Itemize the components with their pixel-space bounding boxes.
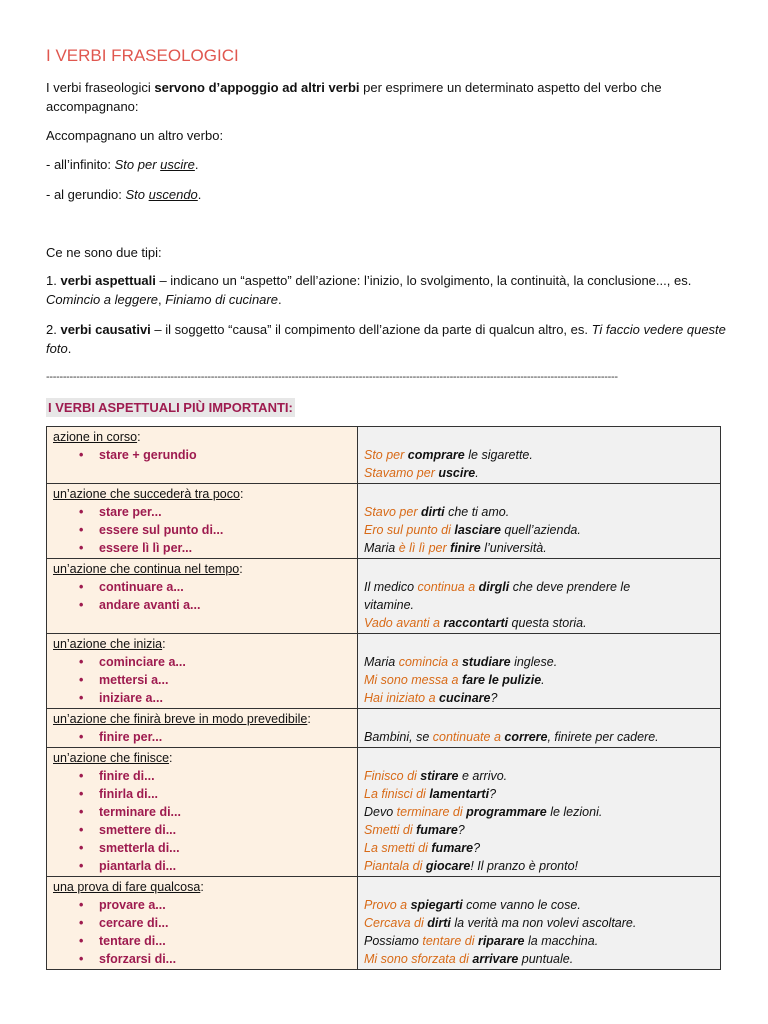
example-aspect-verb: Hai iniziato a [364,691,440,705]
example-text: ? [457,823,465,837]
tipo1-text: – indicano un “aspetto” dell’azione: l’inizio, lo svolgimento, la continuità, la conclusione..., es. [155,273,692,288]
verb-list-item: • sforzarsi di... [79,950,351,968]
intro-text-b: per esprimere un determinato aspetto del verbo che accompagnano: [46,80,662,114]
table-row [47,748,721,877]
example-main-verb: cucinare [439,691,491,705]
example-sentence [364,914,714,932]
example-main-verb: studiare [461,655,511,669]
infinito-example-verb: uscire [160,157,195,172]
example-text: vitamine. [364,598,415,612]
verb-list-item: • cominciare a... [79,653,351,671]
example-aspect-verb: Smetti di [364,823,417,837]
example-aspect-verb: Cercava di [364,916,428,930]
example-sentence [364,767,714,785]
examples-spacer [364,878,714,896]
category-heading [53,878,351,896]
category-cell [47,877,358,970]
verb-list-item: • terminare di... [79,803,351,821]
tipo2-paragraph [46,320,726,358]
example-sentence [364,596,714,614]
example-aspect-verb: Finisco di [364,769,421,783]
example-text: la macchina. [524,934,599,948]
example-text: Maria [364,655,399,669]
gerundio-label: - al gerundio: [46,187,126,202]
table-row [47,427,721,484]
examples-spacer [364,710,714,728]
example-sentence [364,821,714,839]
category-cell [47,709,358,748]
example-main-verb: riparare [477,934,525,948]
gerundio-example: Sto [125,187,149,202]
category-colon: : [239,487,244,501]
example-main-verb: comprare [407,448,465,462]
example-text: Devo [364,805,397,819]
example-main-verb: raccontarti [443,616,509,630]
example-text: Bambini, se [364,730,433,744]
gerundio-end: . [197,187,202,202]
verb-list-item: • provare a... [79,896,351,914]
verb-list [53,503,351,557]
examples-cell [358,748,721,877]
verb-list-item: • stare per... [79,503,351,521]
category-cell [47,634,358,709]
tipo1-end: . [277,292,282,307]
example-main-verb: uscire [438,466,476,480]
example-text: ? [489,787,497,801]
tipi-line: Ce ne sono due tipi: [46,245,162,260]
example-text: che deve prendere le [509,580,631,594]
verb-list-item: • smetterla di... [79,839,351,857]
table-row [47,709,721,748]
verb-list-item: • iniziare a... [79,689,351,707]
example-main-verb: fumare [416,823,458,837]
accompagnano-line: Accompagnano un altro verbo: [46,128,224,143]
category-cell [47,427,358,484]
example-main-verb: arrivare [472,952,519,966]
category-colon: : [239,562,243,576]
example-main-verb: spiegarti [410,898,463,912]
example-main-verb: stirare [420,769,459,783]
example-text: ? [473,841,481,855]
tipo1-paragraph [46,271,726,309]
examples-spacer [364,428,714,446]
examples-spacer [364,749,714,767]
verb-list-item: • piantarla di... [79,857,351,875]
example-aspect-verb: La smetti di [364,841,432,855]
examples-cell [358,484,721,559]
tipo1-bold: verbi aspettuali [60,273,156,288]
verb-list [53,653,351,707]
gerundio-line [46,185,726,204]
example-main-verb: programmare [466,805,547,819]
example-main-verb: dirti [420,505,445,519]
example-aspect-verb: Stavo per [364,505,421,519]
tipo2-text: – il soggetto “causa” il compimento dell’azione da parte di qualcun altro, es. [150,322,592,337]
verb-list [53,896,351,968]
category-colon: : [200,880,204,894]
verbs-table-body [47,427,721,970]
category-cell [47,484,358,559]
example-sentence [364,671,714,689]
example-aspect-verb: continuate a [432,730,505,744]
category-colon: : [162,637,166,651]
verb-list-item: • andare avanti a... [79,596,351,614]
example-text: puntuale. [518,952,574,966]
infinito-end: . [194,157,199,172]
verb-list [53,728,351,746]
example-text: questa storia. [508,616,587,630]
examples-cell [358,559,721,634]
verb-list-item: • finire di... [79,767,351,785]
example-sentence [364,503,714,521]
verb-list-item: • essere sul punto di... [79,521,351,539]
tipo1-ex1: Comincio a leggere [46,292,159,307]
example-text: come vanno le cose. [462,898,581,912]
example-text: inglese. [510,655,558,669]
table-row [47,559,721,634]
example-sentence [364,614,714,632]
example-main-verb: fare le pulizie [461,673,542,687]
verb-list-item: • stare + gerundio [79,446,351,464]
tipo2-end: . [67,341,72,356]
category-heading [53,749,351,767]
example-aspect-verb: Mi sono messa a [364,673,462,687]
example-main-verb: giocare [425,859,471,873]
category-colon: : [137,430,141,444]
example-aspect-verb: comincia a [398,655,462,669]
gerundio-example-verb: uscendo [148,187,198,202]
section-heading: I VERBI ASPETTUALI PIÙ IMPORTANTI: [48,400,293,415]
category-label: un’azione che succederà tra poco [53,487,240,501]
example-sentence [364,896,714,914]
example-aspect-verb: è lì lì per [398,541,451,555]
example-aspect-verb: Ero sul punto di [364,523,455,537]
table-row [47,877,721,970]
infinito-example: Sto per [114,157,161,172]
tipo1-ex2: Finiamo di cucinare [165,292,278,307]
example-text: . [541,673,545,687]
category-heading [53,710,351,728]
example-aspect-verb: Piantala di [364,859,426,873]
example-text: le lezioni. [546,805,603,819]
example-text: l’università. [480,541,547,555]
example-sentence [364,728,714,746]
infinito-label: - all’infinito: [46,157,115,172]
example-sentence [364,578,714,596]
example-sentence [364,857,714,875]
intro-paragraph [46,78,726,116]
category-colon: : [307,712,311,726]
category-label: azione in corso [53,430,138,444]
verb-list-item: • finire per... [79,728,351,746]
example-sentence [364,932,714,950]
example-sentence [364,785,714,803]
intro-text-a: I verbi fraseologici [46,80,155,95]
example-aspect-verb: terminare di [396,805,467,819]
example-sentence [364,653,714,671]
example-sentence [364,464,714,482]
example-sentence [364,839,714,857]
example-aspect-verb: continua a [417,580,479,594]
example-sentence [364,803,714,821]
examples-cell [358,877,721,970]
tipo1-comma: , [158,292,166,307]
category-label: un’azione che finisce [53,751,170,765]
example-sentence [364,446,714,464]
example-text: , finirete per cadere. [547,730,659,744]
example-text: Maria [364,541,399,555]
verb-list [53,578,351,614]
examples-spacer [364,485,714,503]
example-sentence [364,539,714,557]
example-sentence [364,689,714,707]
intro-bold: servono d’appoggio ad altri verbi [154,80,360,95]
examples-spacer [364,560,714,578]
example-text: che ti amo. [444,505,510,519]
tipo2-bold: verbi causativi [60,322,151,337]
examples-cell [358,634,721,709]
verb-list-item: • mettersi a... [79,671,351,689]
example-main-verb: fumare [431,841,474,855]
category-cell [47,748,358,877]
examples-cell [358,709,721,748]
example-text: la verità ma non volevi ascoltare. [450,916,637,930]
example-main-verb: lamentarti [429,787,490,801]
verb-list [53,446,351,464]
category-label: un’azione che finirà breve in modo prevedibile [53,712,308,726]
category-heading [53,560,351,578]
example-text: le sigarette. [464,448,533,462]
example-text: Il medico [364,580,418,594]
verb-list-item: • tentare di... [79,932,351,950]
example-aspect-verb: Vado avanti a [364,616,444,630]
example-text: quell’azienda. [500,523,581,537]
category-cell [47,559,358,634]
example-aspect-verb: Mi sono sforzata di [364,952,473,966]
verb-list-item: • finirla di... [79,785,351,803]
example-text: ! Il pranzo è pronto! [470,859,579,873]
tipo2-ex: Ti faccio vedere queste foto [46,322,726,356]
verb-list-item: • continuare a... [79,578,351,596]
category-heading [53,635,351,653]
table-row [47,634,721,709]
example-main-verb: dirti [427,916,451,930]
example-main-verb: dirgli [478,580,510,594]
example-aspect-verb: La finisci di [364,787,430,801]
example-aspect-verb: tentare di [422,934,478,948]
example-text: e arrivo. [458,769,508,783]
category-label: un’azione che inizia [53,637,163,651]
example-aspect-verb: Sto per [364,448,408,462]
example-aspect-verb: Stavamo per [364,466,439,480]
verb-list-item: • essere lì lì per... [79,539,351,557]
verb-list-item: • cercare di... [79,914,351,932]
category-heading [53,485,351,503]
tipo2-num: 2. [46,322,61,337]
example-sentence [364,521,714,539]
example-main-verb: correre [504,730,548,744]
tipo1-num: 1. [46,273,61,288]
example-text: . [475,466,479,480]
category-label: una prova di fare qualcosa [53,880,201,894]
verb-list [53,767,351,875]
example-main-verb: lasciare [454,523,501,537]
infinito-line [46,155,726,174]
dashed-separator: -------------------------------------------------------------------------------------------------------------------------------------------------------------------------- [46,371,618,383]
example-aspect-verb: Provo a [364,898,411,912]
example-sentence [364,950,714,968]
category-label: un’azione che continua nel tempo [53,562,240,576]
example-main-verb: finire [450,541,481,555]
examples-cell [358,427,721,484]
verbs-table [46,426,721,970]
verb-list-item: • smettere di... [79,821,351,839]
example-text: Possiamo [364,934,423,948]
document-title: I VERBI FRASEOLOGICI [46,46,239,65]
example-text: ? [490,691,498,705]
category-colon: : [169,751,173,765]
category-heading [53,428,351,446]
examples-spacer [364,635,714,653]
table-row [47,484,721,559]
